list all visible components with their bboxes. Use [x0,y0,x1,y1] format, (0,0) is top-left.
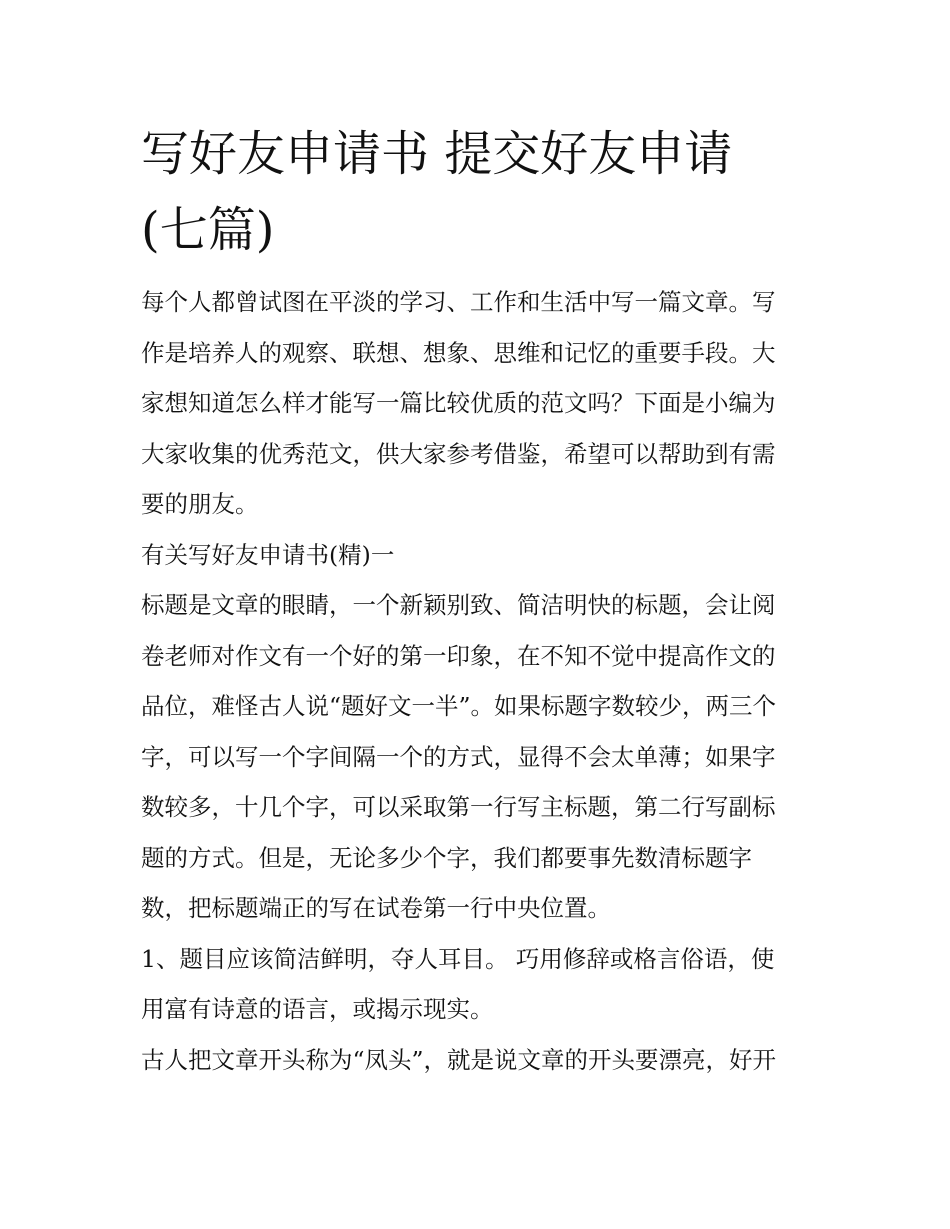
text-line: 每个人都曾试图在平淡的学习、工作和生活中写一篇文章。写 [141,288,776,316]
title-line-2: (七篇) [141,202,275,258]
title-line-1: 写好友申请书 提交好友申请 [141,126,733,182]
section-heading [141,536,831,587]
document-title [141,116,821,268]
opening-paragraph [141,1041,831,1092]
text-line: 字，可以写一个字间隔一个的方式，显得不会太单薄；如果字 [141,742,776,771]
title-advice-paragraph [141,586,831,940]
intro-paragraph [141,283,831,536]
numbered-point-paragraph [141,940,831,1041]
text-line: 要的朋友。 [141,490,259,518]
text-line: 品位，难怪古人说“题好文一半”。如果标题字数较少，两三个 [141,692,777,720]
text-line: 大家收集的优秀范文，供大家参考借鉴，希望可以帮助到有需 [141,439,776,468]
text-line: 古人把文章开头称为“凤头”，就是说文章的开头要漂亮，好开 [141,1045,777,1074]
text-line: 标题是文章的眼睛，一个新颖别致、简洁明快的标题，会让阅 [141,591,776,619]
text-line: 题的方式。但是，无论多少个字，我们都要事先数清标题字 [141,843,752,872]
text-line: 用富有诗意的语言，或揭示现实。 [141,995,494,1023]
section-heading-text: 有关写好友申请书(精)一 [141,540,395,569]
text-line: 1、题目应该简洁鲜明，夺人耳目。 巧用修辞或格言俗语，使 [141,944,775,973]
text-line: 卷老师对作文有一个好的第一印象，在不知不觉中提高作文的 [141,641,776,670]
text-line: 数，把标题端正的写在试卷第一行中央位置。 [141,894,611,922]
text-line: 数较多，十几个字，可以采取第一行写主标题，第二行写副标 [141,793,776,821]
text-line: 家想知道怎么样才能写一篇比较优质的范文吗？下面是小编为 [141,389,776,417]
document-body [141,283,831,1091]
text-line: 作是培养人的观察、联想、想象、思维和记忆的重要手段。大 [141,338,776,367]
